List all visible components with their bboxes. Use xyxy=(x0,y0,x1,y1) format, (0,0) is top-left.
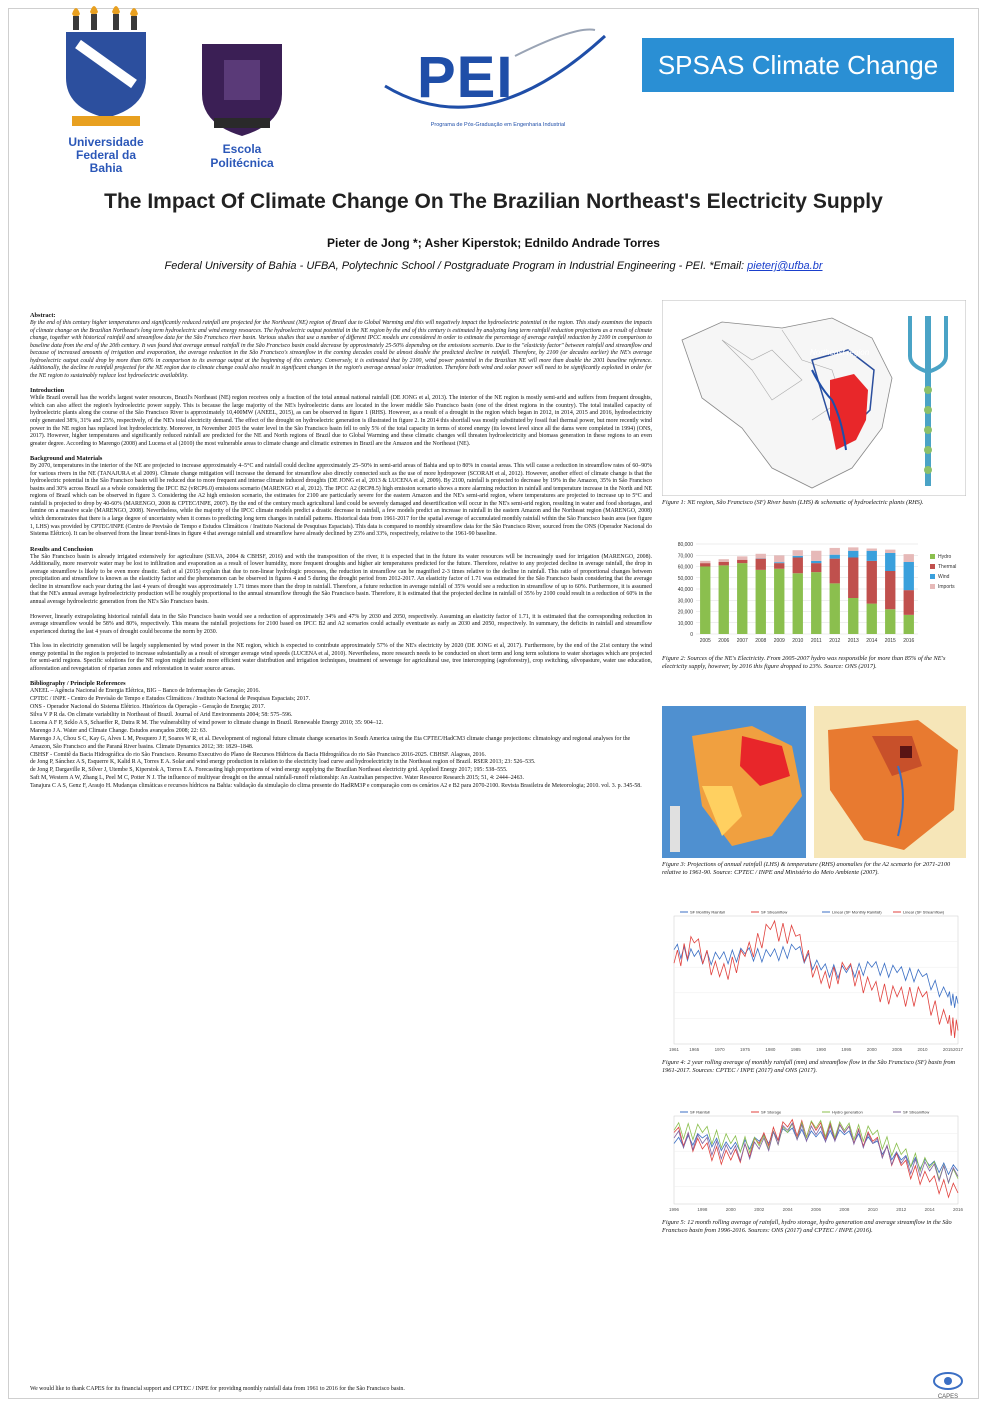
bar-segment xyxy=(811,551,821,561)
figure-4 xyxy=(662,904,966,1075)
y-tick-label: 50,000 xyxy=(677,575,693,582)
figure-5-line-chart xyxy=(662,1106,966,1216)
email-link[interactable]: pieterj@ufba.br xyxy=(747,260,823,272)
bar-segment xyxy=(848,547,858,550)
x-tick-label: 2012 xyxy=(896,1207,907,1212)
ufba-logo xyxy=(58,4,154,174)
spsas-text: SPSAS Climate Change xyxy=(657,49,939,80)
x-tick-label: 2002 xyxy=(754,1207,765,1212)
x-tick-label: 2006 xyxy=(810,1207,822,1212)
legend-swatch xyxy=(930,584,935,589)
x-tick-label: 2009 xyxy=(773,638,785,644)
y-tick-label: 40,000 xyxy=(677,587,693,593)
y-tick-label: 70,000 xyxy=(677,553,693,560)
bibliography-item: Marengo J A. Water and Climate Change. Estudos avançados 2008; 22: 63. xyxy=(30,727,208,734)
bibliography-item: de Jong P, Dargaville R, Silver J, Utembe S, Kiperstok A, Torres E A. Forecasting high proportions of wind energy supplying the Brazilian Northeast electricity grid. Applied Energy 2017; 195: 538–555. xyxy=(30,767,508,774)
figure-3-caption: Figure 3: Projections of annual rainfall (LHS) & temperature (RHS) anomalies for the A2 scenario for 2071-2100 relative to 1961-90. Source: CPTEC / INPE and Ministério do Meio Ambiente (2007). xyxy=(662,861,951,876)
bar-segment xyxy=(885,609,895,634)
bar-segment xyxy=(774,569,784,634)
x-tick-label: 2014 xyxy=(924,1207,935,1212)
figure-5-caption: Figure 5: 12 month rolling average of rainfall, hydro storage, hydro generation and average streamflow in the São Francisco basin from 1996-2016. Sources: ONS (2017) and CPTEC / INPE (2016). xyxy=(662,1219,952,1234)
bar-segment xyxy=(774,562,784,563)
figure-1-caption: Figure 1: NE region, São Francisco (SF) River basin (LHS) & schematic of hydroelectric plants (RHS). xyxy=(662,499,924,506)
bar-segment xyxy=(774,563,784,569)
x-tick-label: 1965 xyxy=(689,1047,700,1052)
text-column xyxy=(30,312,652,791)
bar-segment xyxy=(867,549,877,551)
background-heading: Background and Materials xyxy=(30,455,103,463)
figure-4-line-chart xyxy=(662,904,966,1056)
bar-segment xyxy=(848,598,858,634)
bibliography-item: Saft M, Western A W, Zhang L, Peel M C, Potter N J. The influence of multiyear drought on the annual rainfall-runoff relationship: An Australian perspective. Water Resource Research 2015; 51, 4: 2444–2463. xyxy=(30,775,524,782)
bar-segment xyxy=(904,590,914,615)
results-heading: Results and Conclusion xyxy=(30,545,93,553)
bar-segment xyxy=(848,558,858,599)
x-tick-label: 1975 xyxy=(739,1047,751,1052)
y-tick-label: 30,000 xyxy=(677,598,693,605)
bibliography-item: Marengo J A, Chou S C, Kay G, Alves L M, Pesquero J F, Soares W R, et al. Development of regional future climate change scenarios in South America using the Eta CPTEC/HadCM3 climate change projections: climatology and regional analyses for the Amazon, São Francisco and the Paraná River basins. Climate Dynamics 2012; 38: 1829–1848. xyxy=(30,735,631,750)
y-tick-label: 0 xyxy=(690,632,693,638)
x-tick-label: 2013 xyxy=(847,638,859,644)
x-tick-label: 1970 xyxy=(714,1047,725,1052)
x-tick-label: 2012 xyxy=(829,638,841,644)
acknowledgement: We would like to thank CAPES for its financial support and CPTEC / INPE for providing monthly rainfall data from 1961 to 2016 for the São Francisco basin. xyxy=(30,1386,405,1392)
background-text: By 2070, temperatures in the interior of the NE are projected to increase approximately 4–5°C and rainfall could decline approximately 25–50% in semi-arid areas of Bahia and up to 80% in coastal areas. This will cause a reduction in streamflow rates of 60–90% for various rivers in the NE (TANAJURA et al 2009). Climate change mitigation will increase the demand for streamflow also directly connected such as the use of more hydropower (SCORAH et al, 2012). However, another effect of climate change is that the hydroelectric potential in the São Francisco basin will be reduced due to more frequent and intense climate induced droughts (DE JONG et al, 2013 & LUCENA et al, 2009). By 2100, rainfall is projected to decrease by 19% in the Amazon, 35% in São Francisco basins and 30% across Brazil as a whole considering the IPCC B2 (vRCP6.0) emissions scenario (MARENGO et al, 2012). The IPCC A2 (RCP8.5) high emission scenario shows a more alarming reduction in rainfall and temperature increase in the North and NE regions of Brazil which can be observed in figure 3. Considering the A2 high emission scenario, the estimates for 2100 are particularly severe for the eastern Amazon and the NE's semi-arid region, where temperatures are projected to increase up to 5°C and rainfall is projected to drop by 40-60% (MARENGO, 2008 & CPTEC/INPE, 2007). By the end of the century much agricultural land could be severely damaged and desertification will occur in the NE's semi-arid region, resulting in water and food shortages, and famine on a massive scale (MARENGO, 2008). Nevertheless, while the majority of the IPCC climate models predict a drastic decrease in rainfall, a few models predict an increase in rainfall in the eastern Amazon and the Northeast region (MARENGO, 2008) which demonstrates that there is a large degree of uncertainty when it comes to predicting long term changes in rainfall patterns. Historical data from 1961-2017 for the spatial average of accumulated monthly rainfall within the São Francisco basin area (see figure 1, LHS) was provided by CPTEC/INPE (Centro de Previsão de Tempo e Estudos Climáticos / Instituto Nacional de Pesquisas Espaciais). This data is compared to monthly streamflow data for the São Francisco River, sourced from the ONS (Operador Nacional do Sistema Elétrico). It can be observed from the linear trend-lines in figure 4 that average rainfall and streamflow have already declined by 23% and 33%, respectively, relative to the 1961-90 baseline. xyxy=(30,463,652,538)
figure-4-caption: Figure 4: 2 year rolling average of monthly rainfall (mm) and streamflow flow in the São Francisco (SF) basin from 1961-2017. Sources: CPTEC / INPE (2017) and ONS (2017). xyxy=(662,1059,956,1074)
bibliography-item: ANEEL – Agência Nacional de Energia Elétrica, BIG – Banco de Informações de Geração; 2016. xyxy=(30,688,260,695)
bar-segment xyxy=(830,555,840,559)
pei-logo xyxy=(365,26,625,146)
figure-5 xyxy=(662,1106,966,1235)
x-tick-label: 2004 xyxy=(782,1207,793,1212)
figure-1-map xyxy=(662,300,966,496)
y-tick-label: 80,000 xyxy=(677,542,693,548)
x-tick-label: 2016 xyxy=(903,638,915,644)
abstract-text: By the end of this century higher temperatures and significantly reduced rainfall are projected for the Northeast (NE) region of Brazil due to Global Warming and this will negatively impact the hydroelectric potential in the region. This study examines the impacts of climate change on the Brazilian Northeast's long term hydroelectric and wind energy resources. The hydroelectric output potential in the NE region by the end of this century is estimated by analyzing long term rainfall reduction projections as a result of climate change, together with historical rainfall and streamflow data for the São Francisco river basin. Various studies that use a number of different IPCC models are considered in order to estimate the percentage of average rainfall reduction by 2100 in comparison to baseline data from the end of the 20th century. It was found that average annual rainfall in the São Francisco basin could decrease by approximately 25-50% depending on the emissions scenario. Due to the "elasticity factor" between rainfall and streamflow and because of increased amounts of irrigation and evaporation, the average reduction in the São Francisco's streamflow in the coming decades could be almost double the predicted decline in rainfall. Therefore, by 2100 (or decades earlier) the NE's average hydroelectric output could drop by more than 60% in comparison to its average output at the beginning of this century. Conversely, it is estimated that by 2100, wind power potential in the Brazilian NE will more than double the 2001 baseline reference. Additionally, the decline in rainfall projected for the NE region due to climate change could also result in significant changes in the region's average annual solar irradiation. Therefore both wind and solar power will need to be significantly exploited in order for the NE region to sustainably replace lost hydroelectric availability. xyxy=(30,320,652,379)
abstract-heading: Abstract: xyxy=(30,312,56,319)
y-tick-label: 60,000 xyxy=(677,564,693,571)
x-tick-label: 2010 xyxy=(917,1047,928,1052)
x-tick-label: 2005 xyxy=(699,638,711,644)
bar-segment xyxy=(737,563,747,634)
x-tick-label: 1990 xyxy=(816,1047,827,1052)
x-tick-label: 2000 xyxy=(866,1047,877,1052)
results-text-1: The São Francisco basin is already irrigated extensively for agriculture (SILVA, 2004 & CBHSF, 2016) and with the transposition of the river, it is expected that in the future its water resources will be increasingly used for irrigation (MARENGO, 2008). Additionally, more reservoir water may be lost to infiltration and evaporation as a result of lower humidity, more frequent droughts and higher air temperatures predicted for the future. Therefore, relative to any projected decline in average rainfall, the drop in average streamflow is likely to be even more drastic. Saft et al (2015) explain that due to non-linear hydrologic processes, the reduction in streamflow can be magnified 2-3 times relative to the decline in rainfall. This ratio of proportional changes between precipitation and streamflow is known as the elasticity factor and the phenomenon can be observed in figures 4 and 5 during the drought period from 2012-2017. An elasticity factor of 1.71 was estimated for the São Francisco basin considering that the average decline in streamflow each year during the last 4 years of drought was approximately 1.71 times more than the drop in rainfall. Therefore, a future reduction in average rainfall of 35% would see a reduction in streamflow of up to 60%. Furthermore, it is assumed that the NE's annual average hydroelectricity production will be roughly proportional to the annual streamflow through the São Francisco basin. Therefore, it is estimated that the projected decline in rainfall of 35% by 2100 could result in a reduction of 60% in the annual average hydroelectric generation from the NE's São Francisco basin. xyxy=(30,553,652,605)
bar-segment xyxy=(756,570,766,634)
bar-segment xyxy=(793,573,803,634)
figure-3 xyxy=(662,706,966,877)
bar-segment xyxy=(885,571,895,609)
bar-segment xyxy=(793,550,803,556)
figure-2 xyxy=(662,536,966,671)
capes-eye-icon xyxy=(930,1370,966,1400)
legend-label: Imports xyxy=(938,584,955,590)
bar-segment xyxy=(867,561,877,604)
bar-segment xyxy=(830,559,840,584)
bar-segment xyxy=(848,551,858,558)
figure-3-maps xyxy=(662,706,966,858)
spsas-logo xyxy=(642,38,954,92)
bar-segment xyxy=(811,561,821,563)
results-text-3: This loss in electricity generation will be largely supplemented by wind power in the NE region, which is expected to contribute approximately 57% of the NE's electricity by 2020 (DE JONG et al, 2017). Furthermore, by the end of the 21st century the wind energy potential in the region is projected to increase substantially as a result of stronger average wind speeds (LUCENA et al, 2010). Nevertheless, more research needs to be conducted on short term and long term solutions to water shortages which are projected for semi-arid regions. Specific solutions for the NE region might include more efficient water distribution and irrigation techniques, treatment of sewerage for agricultural use, tree intercropping (agroforestry), crop switching, silvopasture, water use education, afforestation and revegetation of riparian zones and reforestation in water source areas. xyxy=(30,643,652,672)
bar-segment xyxy=(700,567,710,635)
plot-area xyxy=(674,916,958,1044)
ufba-name-line1: Universidade xyxy=(68,135,144,149)
legend-label: Linear (SF Monthly Rainfall) xyxy=(832,909,882,915)
bibliography-item: Tanajura C A S, Genz F, Araujo H. Mudanças climáticas e recursos hídricos na Bahia: validação da simulação do clima presente do HadRM3P e comparação com os cenários A2 e B2 para 2070-2100. Revista Brasileira de Meteorologia; 2010. vol. 3. p. 345-58. xyxy=(30,783,642,790)
figure-2-bar-chart xyxy=(662,536,966,652)
x-tick-label: 2010 xyxy=(867,1207,878,1212)
legend-label: Hydro generation xyxy=(832,1109,863,1115)
bar-segment xyxy=(719,559,729,562)
bibliography-item: de Jong P, Sánchez A S, Esquerre K, Kalid R A, Torres E A. Solar and wind energy production in relation to the electricity load curve and hydroelectricity in the Northeast region of Brazil. RSER 2013; 23: 526–535. xyxy=(30,759,536,766)
x-tick-label: 2008 xyxy=(839,1207,850,1212)
x-tick-label: 2005 xyxy=(892,1047,903,1052)
bar-segment xyxy=(737,556,747,559)
poster-title: The Impact Of Climate Change On The Brazilian Northeast's Electricity Supply xyxy=(104,190,883,213)
pei-text: PEI xyxy=(417,45,514,110)
x-tick-label: 2007 xyxy=(736,638,748,644)
x-tick-label: 1995 xyxy=(841,1047,852,1052)
bar-segment xyxy=(811,563,821,572)
bibliography-item: Lucena A F P, Szklo A S, Schaeffer R, Dutra R M. The vulnerability of wind power to climate change in Brazil. Renewable Energy 2010; 35: 904–12. xyxy=(30,719,384,726)
capes-logo xyxy=(930,1370,966,1400)
bar-segment xyxy=(793,558,803,574)
bar-segment xyxy=(885,550,895,553)
x-tick-label: 1998 xyxy=(697,1207,708,1212)
legend-label: SF Monthly Rainfall xyxy=(690,909,725,915)
intro-text: While Brazil overall has the world's largest water resources, Brazil's Northeast (NE) region receives only a fraction of the total annual national rainfall (DE JONG et al, 2013). The interior of the NE region is mostly semi-arid and suffers from frequent droughts, which can also affect the region's hydroelectric power supply. This is because the large majority of the NE's hydroelectric dams are located in the lower middle São Francisco basin (one of the driest regions in the country). The total installed capacity of hydroelectric plants along the course of the São Francisco River is approximately 10,400MW (ANEEL, 2015), as can be observed in figure 1 (RHS). However, as a result of a drought in the region which began in 2012, in 2014, 2015 and 2016, hydroelectricity only generated 38%, 31% and 23%, respectively, of the NE's total electricity demand. The effect of the drought on hydroelectric generation is illustrated in figure 2. In 2014 this shortfall was mostly substituted by fossil fuel thermal power, but more recently wind power in the NE region has replaced lost hydroelectricity. Moreover, in November 2015 the water level in the São Francisco basin fell to only 5% of the total capacity in terms of stored energy (its lowest level since all the dams were completed in 1994) (ONS, 2017). However, higher temperatures and significantly reduced rainfall are predicted for the NE and North regions of Brazil due to Global Warming and these climatic changes will threaten hydroelectricity and biomass generation in these regions to an even greater degree. According to Marengo (2008) and Lucena et al (2010) the most vulnerable areas to climate change and climatic extremes in Brazil are the Amazon and the Northeast (NE). xyxy=(30,395,652,447)
capes-text: CAPES xyxy=(937,1394,959,1400)
x-tick-label: 2015 xyxy=(884,638,896,644)
bar-segment xyxy=(904,562,914,590)
bar-segment xyxy=(793,556,803,558)
x-tick-label: 2008 xyxy=(755,638,767,644)
poli-name: Escola Politécnica xyxy=(210,142,274,170)
legend-label: Wind xyxy=(938,574,950,580)
bar-segment xyxy=(719,565,729,634)
x-tick-label: 2010 xyxy=(792,638,804,644)
politecnica-shield-icon xyxy=(196,40,288,140)
legend-label: Thermal xyxy=(938,564,957,570)
bar-segment xyxy=(904,615,914,634)
x-tick-label: 1985 xyxy=(790,1047,801,1052)
legend-label: SF Streamflow xyxy=(903,1109,930,1115)
map-region-label: Northeast region xyxy=(810,348,870,357)
bar-segment xyxy=(830,548,840,555)
legend-swatch xyxy=(930,564,935,569)
figure-1 xyxy=(662,300,966,507)
bibliography-list xyxy=(30,688,652,791)
x-tick-label: 2014 xyxy=(866,638,878,644)
y-tick-label: 20,000 xyxy=(677,609,693,616)
pei-subtitle: Programa de Pós-Graduação em Engenharia Industrial xyxy=(430,122,566,128)
x-tick-label: 1961 xyxy=(668,1047,680,1052)
bibliography-item: CBHSF - Comitê da Bacia Hidrográfica do rio São Francisco. Resumo Executivo do Plano de Recursos Hídricos da Bacia Hidrográfica do rio São Francisco 2016-2025. CBHSF. Alagoas, 2016. xyxy=(30,751,486,758)
bar-segment xyxy=(885,553,895,571)
authors: Pieter de Jong *; Asher Kiperstok; Ednildo Andrade Torres xyxy=(327,236,660,250)
x-tick-label: 2006 xyxy=(718,638,730,644)
escola-politecnica-logo xyxy=(196,40,288,168)
legend-swatch xyxy=(930,554,935,559)
bar-segment xyxy=(756,559,766,570)
legend-label: Hydro xyxy=(938,554,952,560)
bar-segment xyxy=(756,554,766,559)
results-text-2: However, linearly extrapolating historical rainfall data in the São Francisco basin would see a reduction of approximately 34% and 47% by 2030 and 2050, respectively. Assuming an elasticity factor of 1.71, it is estimated that the corresponding reduction in average streamflow would be 58% and 80%, respectively. This means the rainfall projections for 2100 based on IPCC B2 and A2 scenarios could actually eventuate as early as 2030 and 2050, respectively. In summary, the deficits in rainfall and streamflow experienced during the last 4 years of drought could become the norm by 2030. xyxy=(30,613,652,635)
x-tick-label: 2017 xyxy=(952,1047,964,1052)
x-tick-label: 1996 xyxy=(668,1207,680,1212)
bar-segment xyxy=(867,551,877,561)
affiliation-text: Federal University of Bahia - UFBA, Polytechnic School / Postgraduate Program in Industrial Engineering - PEI. *Email: xyxy=(164,260,748,272)
x-tick-label: 2000 xyxy=(725,1207,736,1212)
bar-segment xyxy=(737,560,747,563)
affiliation xyxy=(0,260,987,272)
bibliography-item: CPTEC / INPE - Centro de Previsão de Tempo e Estudos Climáticos / Instituto Nacional de Pesquisas Espaciais; 2017. xyxy=(30,696,311,703)
legend-label: Linear (SF Streamflow) xyxy=(903,909,945,915)
x-tick-label: 1980 xyxy=(765,1047,776,1052)
legend-label: SF Storage xyxy=(761,1109,782,1115)
bar-segment xyxy=(700,561,710,563)
ufba-shield-icon xyxy=(58,4,154,136)
bar-segment xyxy=(904,554,914,562)
legend-label: SF Rainfall xyxy=(690,1109,710,1115)
x-tick-label: 2011 xyxy=(810,638,822,644)
bibliography-item: ONS - Operador Nacional do Sistema Elétrico. Históricos da Operação - Geração de Energia; 2017. xyxy=(30,704,266,711)
intro-heading: Introduction xyxy=(30,387,65,395)
bar-segment xyxy=(700,563,710,566)
bibliography-heading: Bibliography / Principle References xyxy=(30,680,126,688)
legend-label: SF Streamflow xyxy=(761,909,788,915)
legend-swatch xyxy=(930,574,935,579)
bar-segment xyxy=(811,572,821,634)
bar-segment xyxy=(774,555,784,562)
bar-segment xyxy=(867,604,877,634)
bar-segment xyxy=(719,562,729,565)
y-tick-label: 10,000 xyxy=(677,620,693,627)
bar-segment xyxy=(830,583,840,634)
ufba-name-line2: Federal da Bahia xyxy=(75,148,137,175)
figure-2-caption: Figure 2: Sources of the NE's Electricity. From 2005-2007 hydro was responsible for more than 85% of the NE's electricity supply, however, by 2016 this figure dropped to 23%. Source: ONS (2017). xyxy=(662,655,946,670)
bibliography-item: Silva V P R da. On climate variability in Northeast of Brazil. Journal of Arid Environments 2004; 58: 575–596. xyxy=(30,712,293,719)
x-tick-label: 2016 xyxy=(952,1207,964,1212)
x-tick-label: 2015 xyxy=(942,1047,953,1052)
